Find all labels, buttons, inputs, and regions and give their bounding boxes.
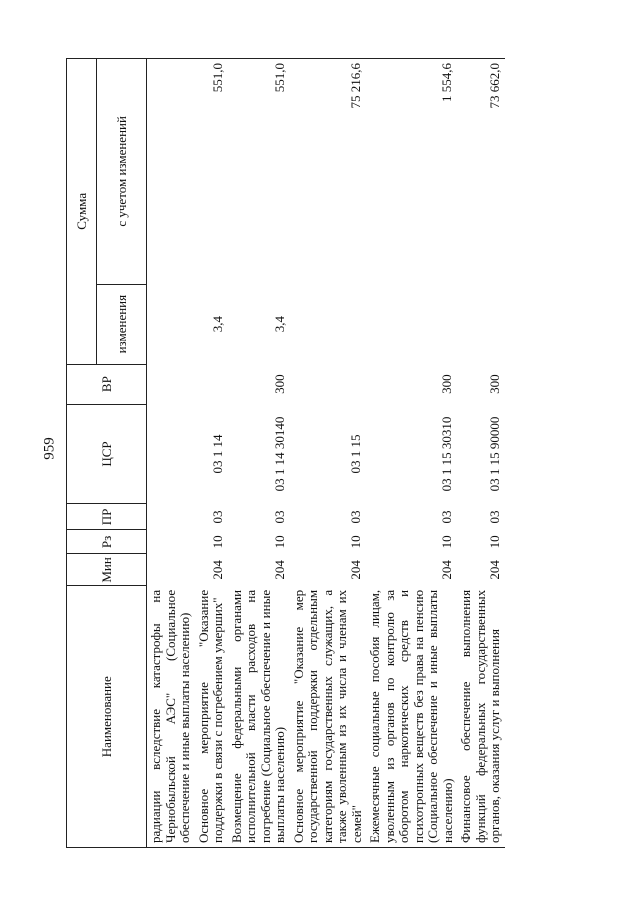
cell-vr: 300	[271, 374, 287, 394]
header-pr: ПР	[67, 504, 147, 530]
cell-csr: 03 1 15	[348, 434, 363, 474]
header-vr: ВР	[67, 364, 147, 404]
cell-min: 204	[439, 560, 454, 580]
cell-name: Ежемесячные социальные пособия лицам, уволенным из органов по контролю за оборотом наркотических средств и психотропных веществ без права на пенсию (Социальное обеспечение и иные выплаты населению)	[366, 586, 457, 848]
cell-vr: 300	[439, 374, 454, 394]
cell-total: 73 662,0	[457, 59, 505, 285]
cell-change	[290, 284, 367, 364]
cell-name: Основное мероприятие "Оказание мер государственной поддержки отдельным категориям государственных служащих, а также уволенным из их числа и членам их семей"	[290, 586, 367, 848]
cell-change	[147, 284, 195, 364]
cell-pr	[147, 504, 195, 530]
cell-vr	[195, 364, 228, 404]
cell-pr: 03	[271, 510, 287, 524]
cell-total: 75 216,6	[290, 59, 367, 285]
header-min: Мин	[67, 554, 147, 586]
cell-change	[366, 284, 457, 364]
cell-change: 3,4	[271, 316, 287, 333]
cell-rz: 10	[209, 535, 225, 549]
cell-change: 3,4	[209, 316, 225, 333]
header-change: изменения	[97, 284, 147, 364]
cell-min	[147, 554, 195, 586]
cell-min: 204	[271, 560, 287, 580]
cell-pr: 03	[486, 510, 502, 524]
cell-pr: 03	[439, 510, 454, 524]
cell-rz	[147, 530, 195, 554]
cell-csr: 03 1 15 30310	[439, 416, 454, 492]
table-row	[457, 59, 505, 848]
cell-change	[457, 284, 505, 364]
header-with-change: с учетом изменений	[97, 59, 147, 285]
cell-total: 1 554,6	[366, 59, 457, 285]
table-row	[366, 59, 457, 848]
cell-name: Основное мероприятие "Оказание поддержки в связи с погребением умерших"	[195, 586, 228, 848]
cell-csr: 03 1 15 90000	[486, 416, 502, 492]
header-rz: Рз	[67, 530, 147, 554]
page-number: 959	[41, 437, 58, 460]
cell-csr: 03 1 14	[209, 434, 225, 474]
table-row	[147, 59, 195, 848]
header-sum: Сумма	[67, 59, 97, 365]
cell-pr: 03	[348, 510, 363, 524]
cell-csr: 03 1 14 30140	[271, 416, 287, 492]
cell-rz: 10	[439, 535, 454, 549]
cell-total: 551,0	[195, 59, 228, 285]
cell-min: 204	[348, 560, 363, 580]
cell-rz: 10	[486, 535, 502, 549]
cell-pr: 03	[209, 510, 225, 524]
header-name: Наименование	[67, 586, 147, 848]
cell-min: 204	[486, 560, 502, 580]
rotated-table-container	[66, 58, 586, 848]
cell-name: Финансовое обеспечение выполнения функций федеральных государственных органов, оказания услуг и выполнения	[457, 586, 505, 848]
cell-name: радиации вследствие катастрофы на Чернобыльской АЭС" (Социальное обеспечение и иные выплаты населению)	[147, 586, 195, 848]
cell-total: 551,0	[228, 59, 290, 285]
cell-min: 204	[209, 560, 225, 580]
cell-csr	[147, 404, 195, 504]
table-row	[290, 59, 367, 848]
table-row	[195, 59, 228, 848]
cell-vr	[290, 364, 367, 404]
cell-vr	[147, 364, 195, 404]
header-csr: ЦСР	[67, 404, 147, 504]
table-row	[228, 59, 290, 848]
budget-table	[66, 58, 505, 848]
cell-rz: 10	[271, 535, 287, 549]
cell-name: Возмещение федеральными органами исполнительной власти расходов на погребение (Социальное обеспечение и иные выплаты населению)	[228, 586, 290, 848]
cell-total	[147, 59, 195, 285]
cell-vr: 300	[486, 374, 502, 394]
cell-rz: 10	[348, 535, 363, 549]
